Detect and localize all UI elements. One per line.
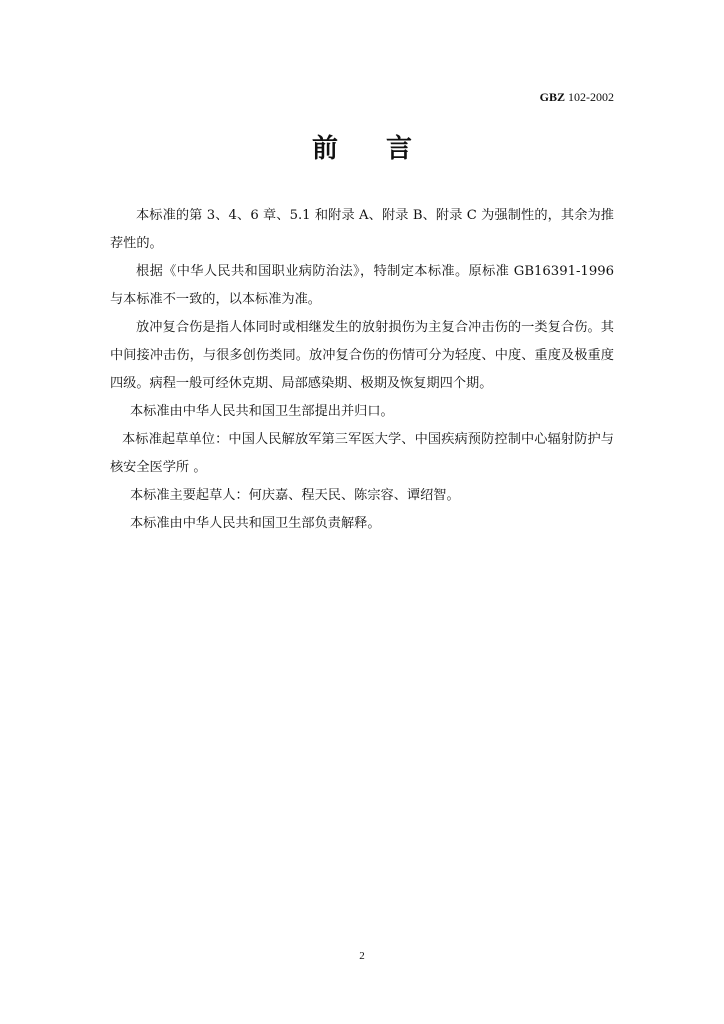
paragraph-proposer: 本标准由中华人民共和国卫生部提出并归口。 bbox=[130, 404, 394, 419]
paragraph-definition: 放冲复合伤是指人体同时或相继发生的放射损伤为主复合冲击伤的一类复合伤。其中间接冲击伤，与很多创伤类同。放冲复合伤的伤情可分为轻度、中度、重度及极重度四级。病程一般可经休克期、局部感染期、极期及恢复期四个期。 bbox=[110, 320, 614, 391]
foreword-body bbox=[110, 202, 614, 538]
standard-code bbox=[540, 90, 614, 105]
page-number: 2 bbox=[359, 950, 365, 962]
standard-code-prefix: GBZ bbox=[539, 90, 565, 104]
paragraph-drafting-units: 本标准起草单位：中国人民解放军第三军医大学、中国疾病预防控制中心辐射防护与核安全医学所 。 bbox=[110, 432, 614, 475]
paragraph-mandatory-clauses: 本标准的第 3、4、6 章、5.1 和附录 A、附录 B、附录 C 为强制性的，其余为推荐性的。 bbox=[110, 208, 614, 251]
page-title: 前言 bbox=[311, 134, 460, 164]
standard-code-number: 102-2002 bbox=[568, 90, 614, 104]
paragraph-legal-basis: 根据《中华人民共和国职业病防治法》，特制定本标准。原标准 GB16391-1996 与本标准不一致的，以本标准为准。 bbox=[110, 264, 614, 307]
paragraph-interpretation: 本标准由中华人民共和国卫生部负责解释。 bbox=[130, 516, 381, 531]
paragraph-drafters: 本标准主要起草人：何庆嘉、程天民、陈宗容、谭绍智。 bbox=[130, 488, 460, 503]
